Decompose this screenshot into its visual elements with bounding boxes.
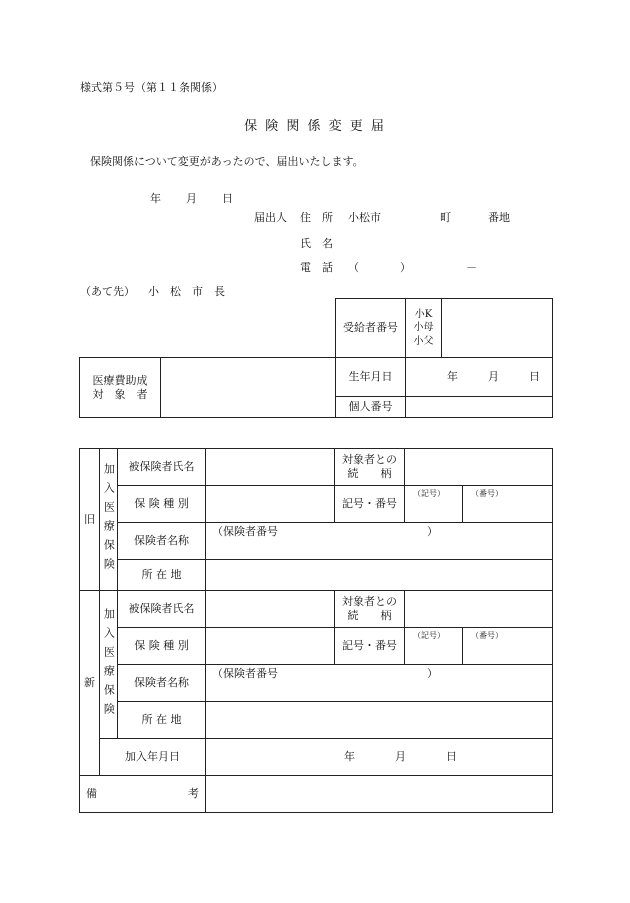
- new-relation-label-cell: [335, 591, 405, 628]
- prefix-shofu: 小父: [413, 335, 434, 347]
- old-location-label: 所 在 地: [118, 560, 206, 591]
- intro-text: 保険関係について変更があったので、届出いたします。: [90, 155, 364, 168]
- phone-label: 電 話: [300, 261, 333, 274]
- old-insurance-type-field[interactable]: [206, 486, 335, 523]
- join-year: 年: [344, 750, 355, 764]
- new-insurer-number-open: （保険者番号: [212, 667, 278, 680]
- old-symbol-field[interactable]: [405, 486, 463, 523]
- old-relation-label-2: 続 柄: [347, 467, 392, 480]
- new-symbol-small: （記号）: [413, 631, 445, 640]
- date-month: 月: [186, 192, 197, 205]
- date-year: 年: [150, 192, 161, 205]
- old-side-label-cell: [100, 449, 118, 591]
- prefix-shok: 小K: [414, 308, 433, 320]
- old-number-small: （番号）: [471, 489, 503, 498]
- join-date-label: 加入年月日: [100, 739, 206, 776]
- old-insured-name-label: 被保険者氏名: [118, 449, 206, 486]
- personal-number-label: 個人番号: [336, 397, 406, 418]
- addressee-label: （あて先）: [80, 285, 135, 298]
- form-number: 様式第５号（第１１条関係）: [80, 81, 223, 94]
- old-symbol-number-label: 記号・番号: [335, 486, 405, 523]
- new-relation-label-1: 対象者との: [342, 595, 397, 609]
- new-symbol-field[interactable]: [405, 628, 463, 665]
- target-table: [79, 357, 553, 418]
- remarks-label-2: 考: [188, 787, 199, 801]
- join-day: 日: [446, 750, 457, 764]
- birth-month: 月: [488, 370, 499, 384]
- remarks-label-cell: [80, 776, 206, 813]
- old-location-field[interactable]: [206, 560, 553, 591]
- new-side-label: 加入医療保険: [102, 607, 116, 722]
- old-number-field[interactable]: [463, 486, 553, 523]
- recipient-prefixes: [406, 299, 442, 358]
- prefix-shobo: 小母: [413, 322, 434, 334]
- new-location-field[interactable]: [206, 702, 553, 739]
- new-insured-name-label: 被保険者氏名: [118, 591, 206, 628]
- birth-day: 日: [529, 370, 540, 384]
- address-banchi: 番地: [488, 211, 510, 224]
- form-title: 保 険 関 係 変 更 届: [244, 119, 386, 134]
- personal-number-field[interactable]: [406, 397, 553, 418]
- new-symbol-number-label: 記号・番号: [335, 628, 405, 665]
- new-insurer-name-field[interactable]: [206, 665, 553, 702]
- phone-dash: －: [466, 261, 477, 274]
- addressee-value: 小 松 市 長: [148, 285, 225, 298]
- old-insurer-name-field[interactable]: [206, 523, 553, 560]
- new-number-field[interactable]: [463, 628, 553, 665]
- phone-paren-close: ）: [400, 261, 411, 274]
- address-label: 住 所: [300, 211, 333, 224]
- remarks-label-1: 備: [86, 787, 97, 801]
- new-relation-field[interactable]: [405, 591, 553, 628]
- join-date-field[interactable]: [206, 739, 553, 776]
- new-number-small: （番号）: [471, 631, 503, 640]
- target-name-field[interactable]: [161, 358, 336, 418]
- old-insurer-number-open: （保険者番号: [212, 525, 278, 538]
- address-town: 町: [440, 211, 451, 224]
- old-label: 旧: [80, 449, 100, 591]
- target-label-cell: [80, 358, 161, 418]
- recipient-number-label: 受給者番号: [336, 299, 406, 358]
- date-day: 日: [222, 192, 233, 205]
- old-insurer-name-label: 保険者名称: [118, 523, 206, 560]
- new-location-label: 所 在 地: [118, 702, 206, 739]
- old-side-label: 加入医療保険: [102, 462, 116, 577]
- new-label: 新: [80, 591, 100, 776]
- new-insurance-type-label: 保 険 種 別: [118, 628, 206, 665]
- old-relation-label-1: 対象者との: [342, 453, 397, 467]
- remarks-field[interactable]: [206, 776, 553, 813]
- old-insurance-type-label: 保 険 種 別: [118, 486, 206, 523]
- birthdate-label: 生年月日: [336, 358, 406, 397]
- birthdate-field[interactable]: [406, 358, 553, 397]
- new-insured-name-field[interactable]: [206, 591, 335, 628]
- old-symbol-small: （記号）: [413, 489, 445, 498]
- old-relation-label-cell: [335, 449, 405, 486]
- target-label-2: 対 象 者: [92, 387, 148, 401]
- phone-paren-open: （: [348, 261, 359, 274]
- insurance-table: [79, 448, 553, 813]
- old-relation-field[interactable]: [405, 449, 553, 486]
- new-relation-label-2: 続 柄: [347, 609, 392, 622]
- new-side-label-cell: [100, 591, 118, 739]
- old-insured-name-field[interactable]: [206, 449, 335, 486]
- recipient-number-field[interactable]: [442, 299, 553, 358]
- old-insurer-number-close: ）: [427, 525, 438, 538]
- name-label: 氏 名: [300, 237, 333, 250]
- recipient-number-table: [335, 298, 553, 358]
- new-insurer-name-label: 保険者名称: [118, 665, 206, 702]
- address-city: 小松市: [348, 211, 381, 224]
- target-label-1: 医療費助成: [92, 373, 148, 387]
- new-insurer-number-close: ）: [427, 667, 438, 680]
- join-month: 月: [395, 750, 406, 764]
- applicant-label: 届出人: [254, 211, 287, 224]
- new-insurance-type-field[interactable]: [206, 628, 335, 665]
- birth-year: 年: [447, 370, 458, 384]
